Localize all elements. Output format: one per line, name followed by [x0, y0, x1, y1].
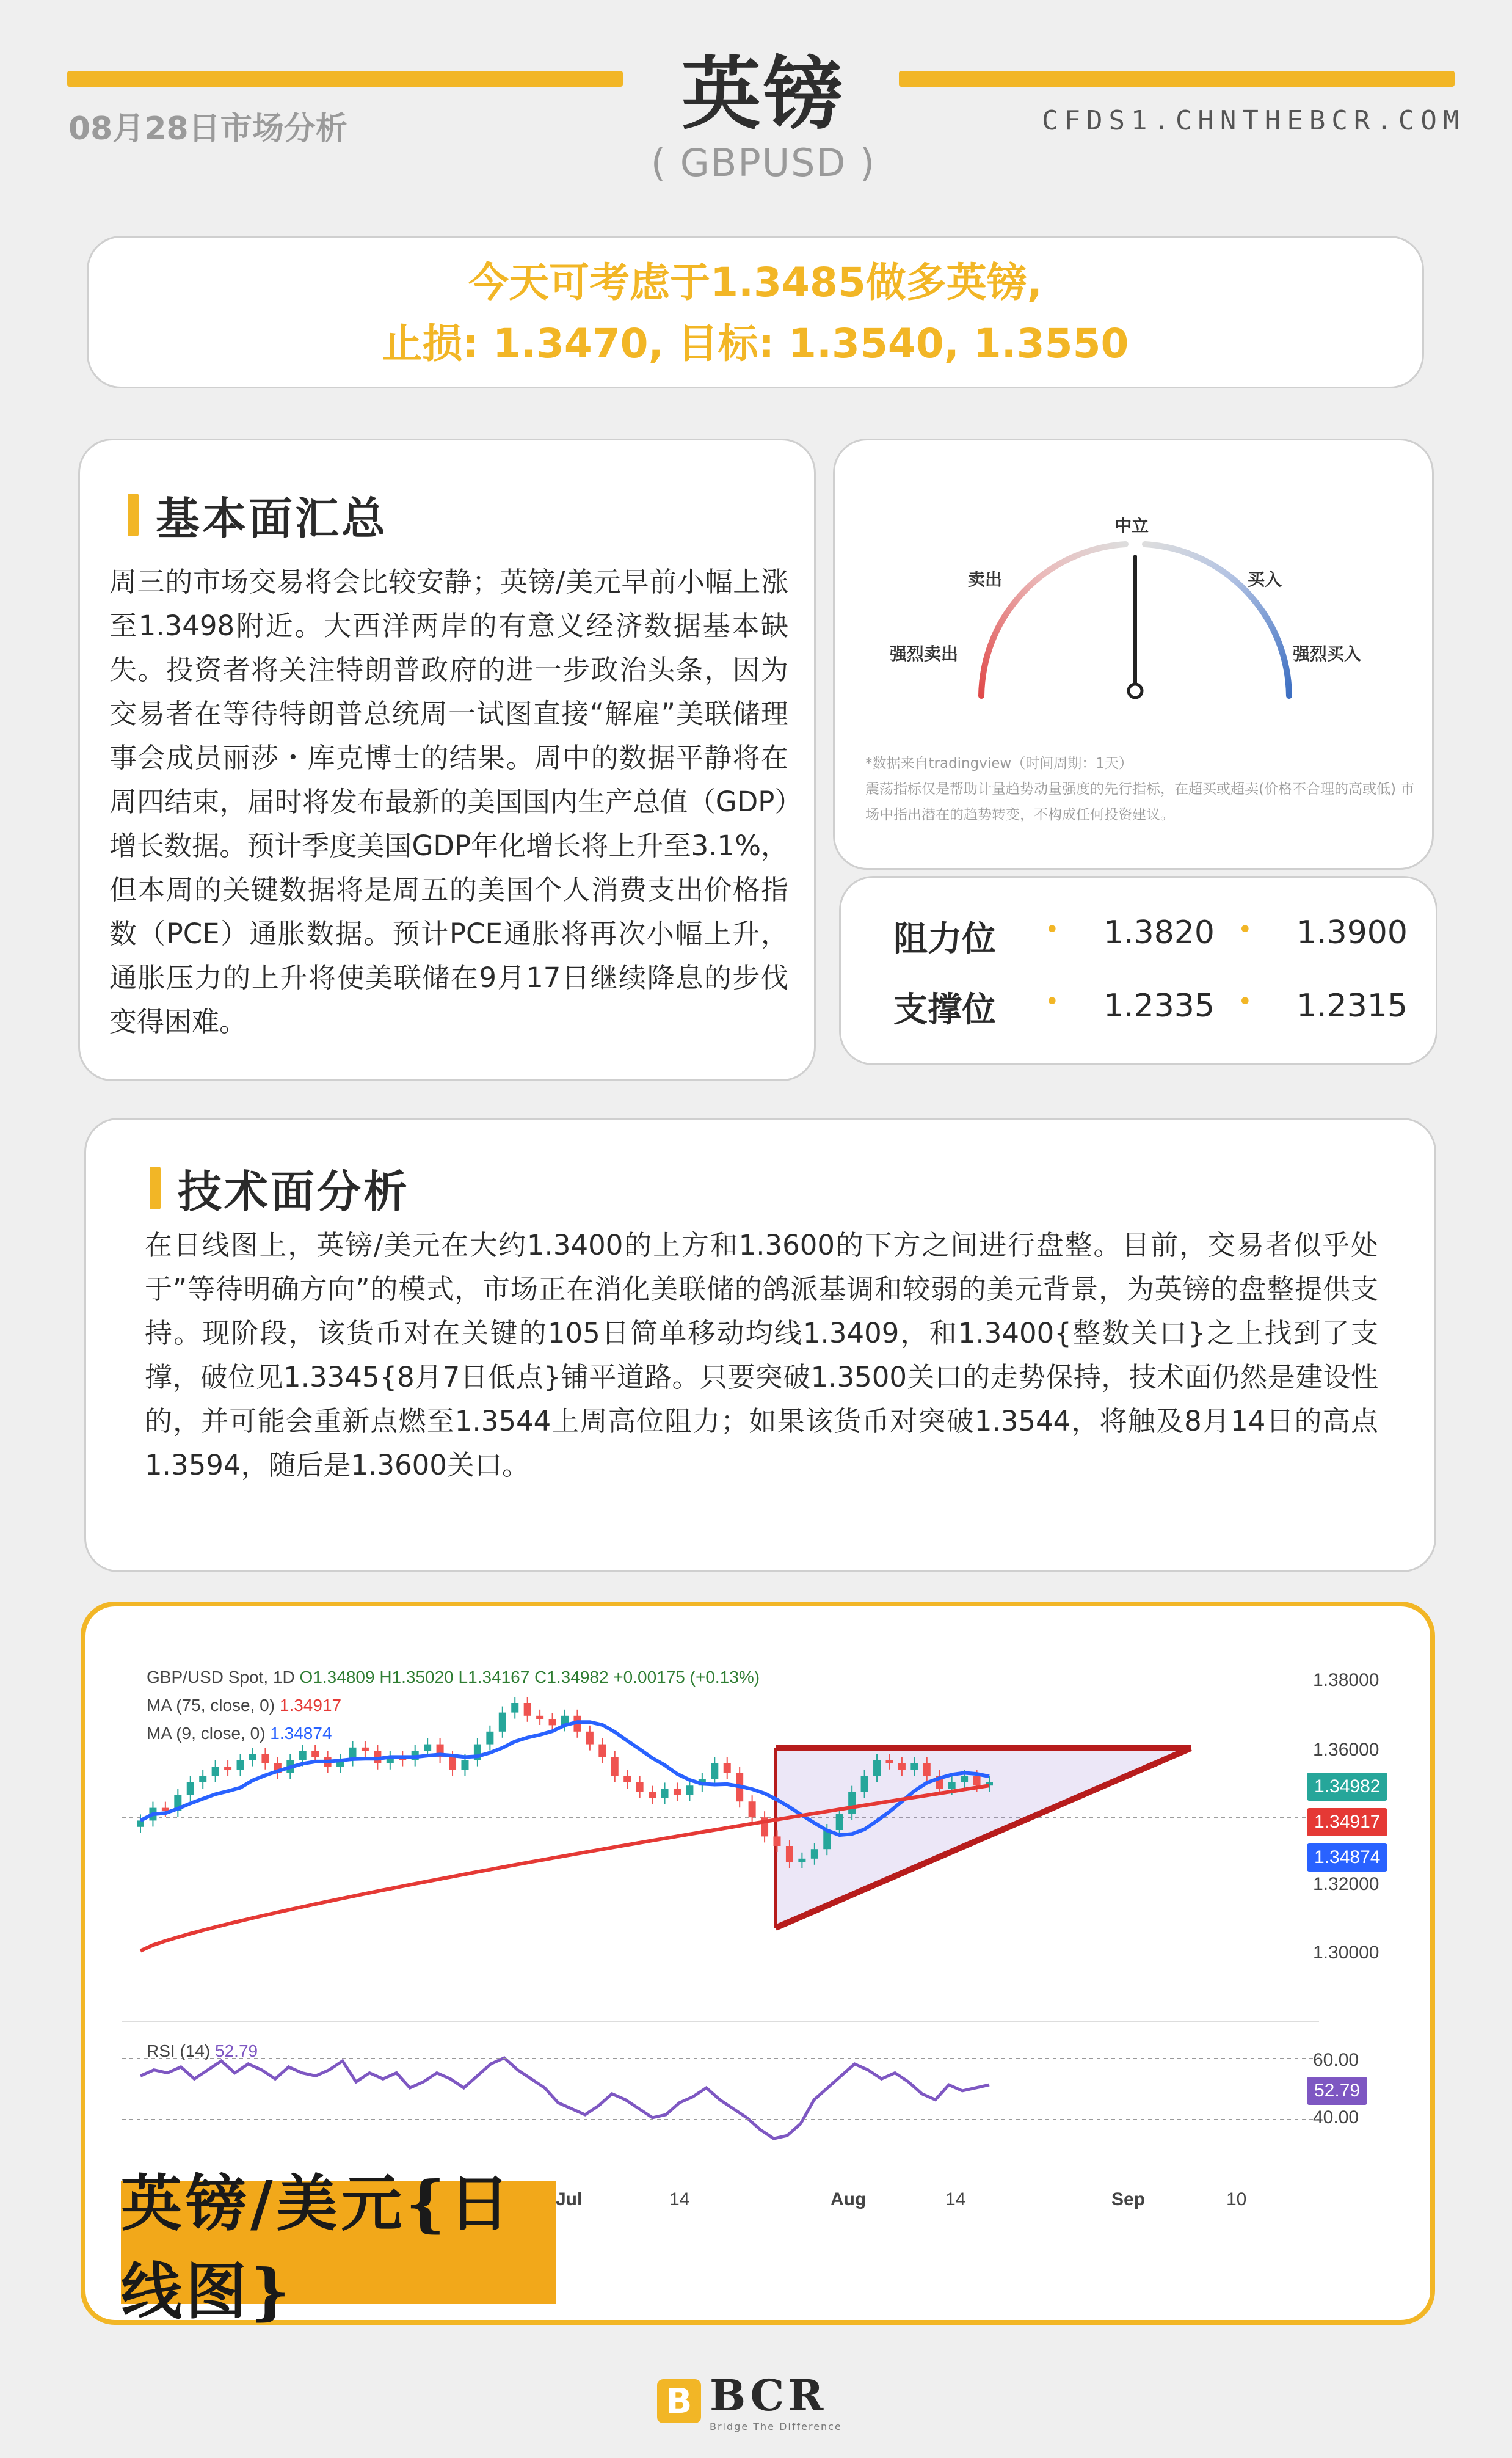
gauge-label-neutral: 中立 [1114, 516, 1149, 536]
gauge-label-sell: 卖出 [968, 569, 1003, 589]
technicals-accent-bar [150, 1167, 161, 1209]
fundamentals-title: 基本面汇总 [156, 493, 388, 544]
resistance-dot-2: • [1238, 916, 1252, 944]
x-tick-3: 14 [945, 2189, 966, 2209]
page-title: 英镑 [681, 48, 845, 140]
gauge-arc-sell [981, 544, 1125, 696]
support-value-1: 1.2335 [1103, 988, 1215, 1024]
ma9-legend [147, 1724, 332, 1743]
y-tick-2: 1.32000 [1313, 1874, 1379, 1894]
support-dot-1: • [1045, 988, 1059, 1016]
gauge-card [833, 439, 1434, 870]
chart-title: GBP/USD Spot, 1D [147, 1668, 295, 1687]
chart-title-line [147, 1668, 760, 1687]
resistance-dot-1: • [1045, 916, 1059, 944]
support-value-2: 1.2315 [1296, 988, 1408, 1024]
footer-logo [657, 2370, 842, 2432]
y-tick-1: 1.36000 [1313, 1740, 1379, 1760]
x-tick-1: 14 [669, 2189, 690, 2209]
support-label: 支撑位 [893, 990, 996, 1030]
logo-tagline: Bridge The Difference [710, 2421, 842, 2432]
price-tag-close: 1.34982 [1307, 1773, 1387, 1801]
rsi-tag: 52.79 [1307, 2077, 1367, 2105]
technicals-body: 在日线图上，英镑/美元在大约1.3400的上方和1.3600的下方之间进行盘整。目前，交易者似乎处于”等待明确方向”的模式，市场正在消化美联储的鸽派基调和较弱的美元背景，为英镑的盘整提供支持。现阶段，该货币对在关键的105日简单移动均线1.3409，和1.3400{整数关口}之上找到了支撑，破位见1.3345{8月7日低点}铺平道路。只要突破1.3500关口的走势保持，技术面仍然是建设性的，并可能会重新点燃至1.3544上周高位阻力；如果该货币对突破1.3544，将触及8月14日的高点1.3594，随后是1.3600关口。 [145, 1229, 1378, 1481]
gauge-note: *数据来自tradingview（时间周期：1天） 震荡指标仅是帮助计量趋势动量强度的先行指标，在超买或超卖(价格不合理的高或低) 市场中指出潜在的趋势转变，不构成任何投资建议。 [865, 756, 1415, 823]
technicals-card [84, 1118, 1436, 1572]
ma75-label: MA (75, close, 0) [147, 1696, 275, 1715]
ma75-value: 1.34917 [279, 1696, 342, 1715]
gauge-label-buy: 买入 [1248, 569, 1282, 589]
chart-ohlc: O1.34809 H1.35020 L1.34167 C1.34982 +0.00175 (+0.13%) [299, 1668, 760, 1687]
logo-brand: BCR [710, 2370, 827, 2421]
rsi-label: RSI (14) [147, 2041, 211, 2060]
ma9-value: 1.34874 [270, 1724, 332, 1743]
rsi-legend [147, 2041, 258, 2061]
price-chart [122, 1631, 1398, 2242]
date-label: 08月28日市场分析 [68, 111, 347, 147]
x-tick-5: 10 [1226, 2189, 1247, 2209]
recommendation-line-2: 止损: 1.3470, 目标: 1.3540, 1.3550 [382, 320, 1129, 367]
fundamentals-accent-bar [128, 494, 139, 536]
header-left-bar [67, 71, 623, 87]
x-tick-4: Sep [1111, 2189, 1146, 2209]
levels-card [839, 876, 1437, 1065]
gauge-label-strong-buy: 强烈买入 [1293, 644, 1362, 664]
rsi-tick-60: 60.00 [1313, 2050, 1359, 2070]
ma75-legend [147, 1696, 341, 1715]
recommendation-card [87, 236, 1424, 388]
gauge-pivot [1129, 684, 1142, 698]
site-url: CFDS1.CHNTHEBCR.COM [1042, 105, 1466, 136]
logo-mark: B [657, 2379, 701, 2423]
price-tag-ma9: 1.34874 [1307, 1844, 1387, 1872]
resistance-value-2: 1.3900 [1296, 914, 1408, 951]
resistance-value-1: 1.3820 [1103, 914, 1215, 951]
rsi-value: 52.79 [215, 2041, 258, 2060]
y-tick-0: 1.38000 [1313, 1670, 1379, 1690]
price-tag-ma75: 1.34917 [1307, 1808, 1387, 1836]
sentiment-gauge [835, 440, 1436, 734]
x-tick-0: Jul [556, 2189, 583, 2209]
gauge-label-strong-sell: 强烈卖出 [890, 644, 959, 664]
chart-stamp: 英镑/美元{日线图} [121, 2181, 556, 2304]
recommendation-line-1: 今天可考虑于1.3485做多英镑, [468, 259, 1042, 306]
chart-card [81, 1602, 1435, 2325]
support-dot-2: • [1238, 988, 1252, 1016]
resistance-label: 阻力位 [893, 919, 996, 959]
page-subtitle: ( GBPUSD ) [650, 140, 876, 185]
x-tick-2: Aug [831, 2189, 867, 2209]
fundamentals-card [78, 439, 816, 1081]
ma9-label: MA (9, close, 0) [147, 1724, 266, 1743]
technicals-title: 技术面分析 [178, 1166, 410, 1217]
fundamentals-body: 周三的市场交易将会比较安静；英镑/美元早前小幅上涨至1.3498附近。大西洋两岸的有意义经济数据基本缺失。投资者将关注特朗普政府的进一步政治头条，因为交易者在等待特朗普总统周一试图直接“解雇”美联储理事会成员丽莎・库克博士的结果。周中的数据平静将在周四结束，届时将发布最新的美国国内生产总值（GDP）增长数据。预计季度美国GDP年化增长将上升至3.1%，但本周的关键数据将是周五的美国个人消费支出价格指数（PCE）通胀数据。预计PCE通胀将再次小幅上升，通胀压力的上升将使美联储在9月17日继续降息的步伐变得困难。 [109, 566, 788, 1038]
header-right-bar [899, 71, 1455, 87]
rsi-tick-40: 40.00 [1313, 2107, 1359, 2128]
y-tick-3: 1.30000 [1313, 1942, 1379, 1963]
